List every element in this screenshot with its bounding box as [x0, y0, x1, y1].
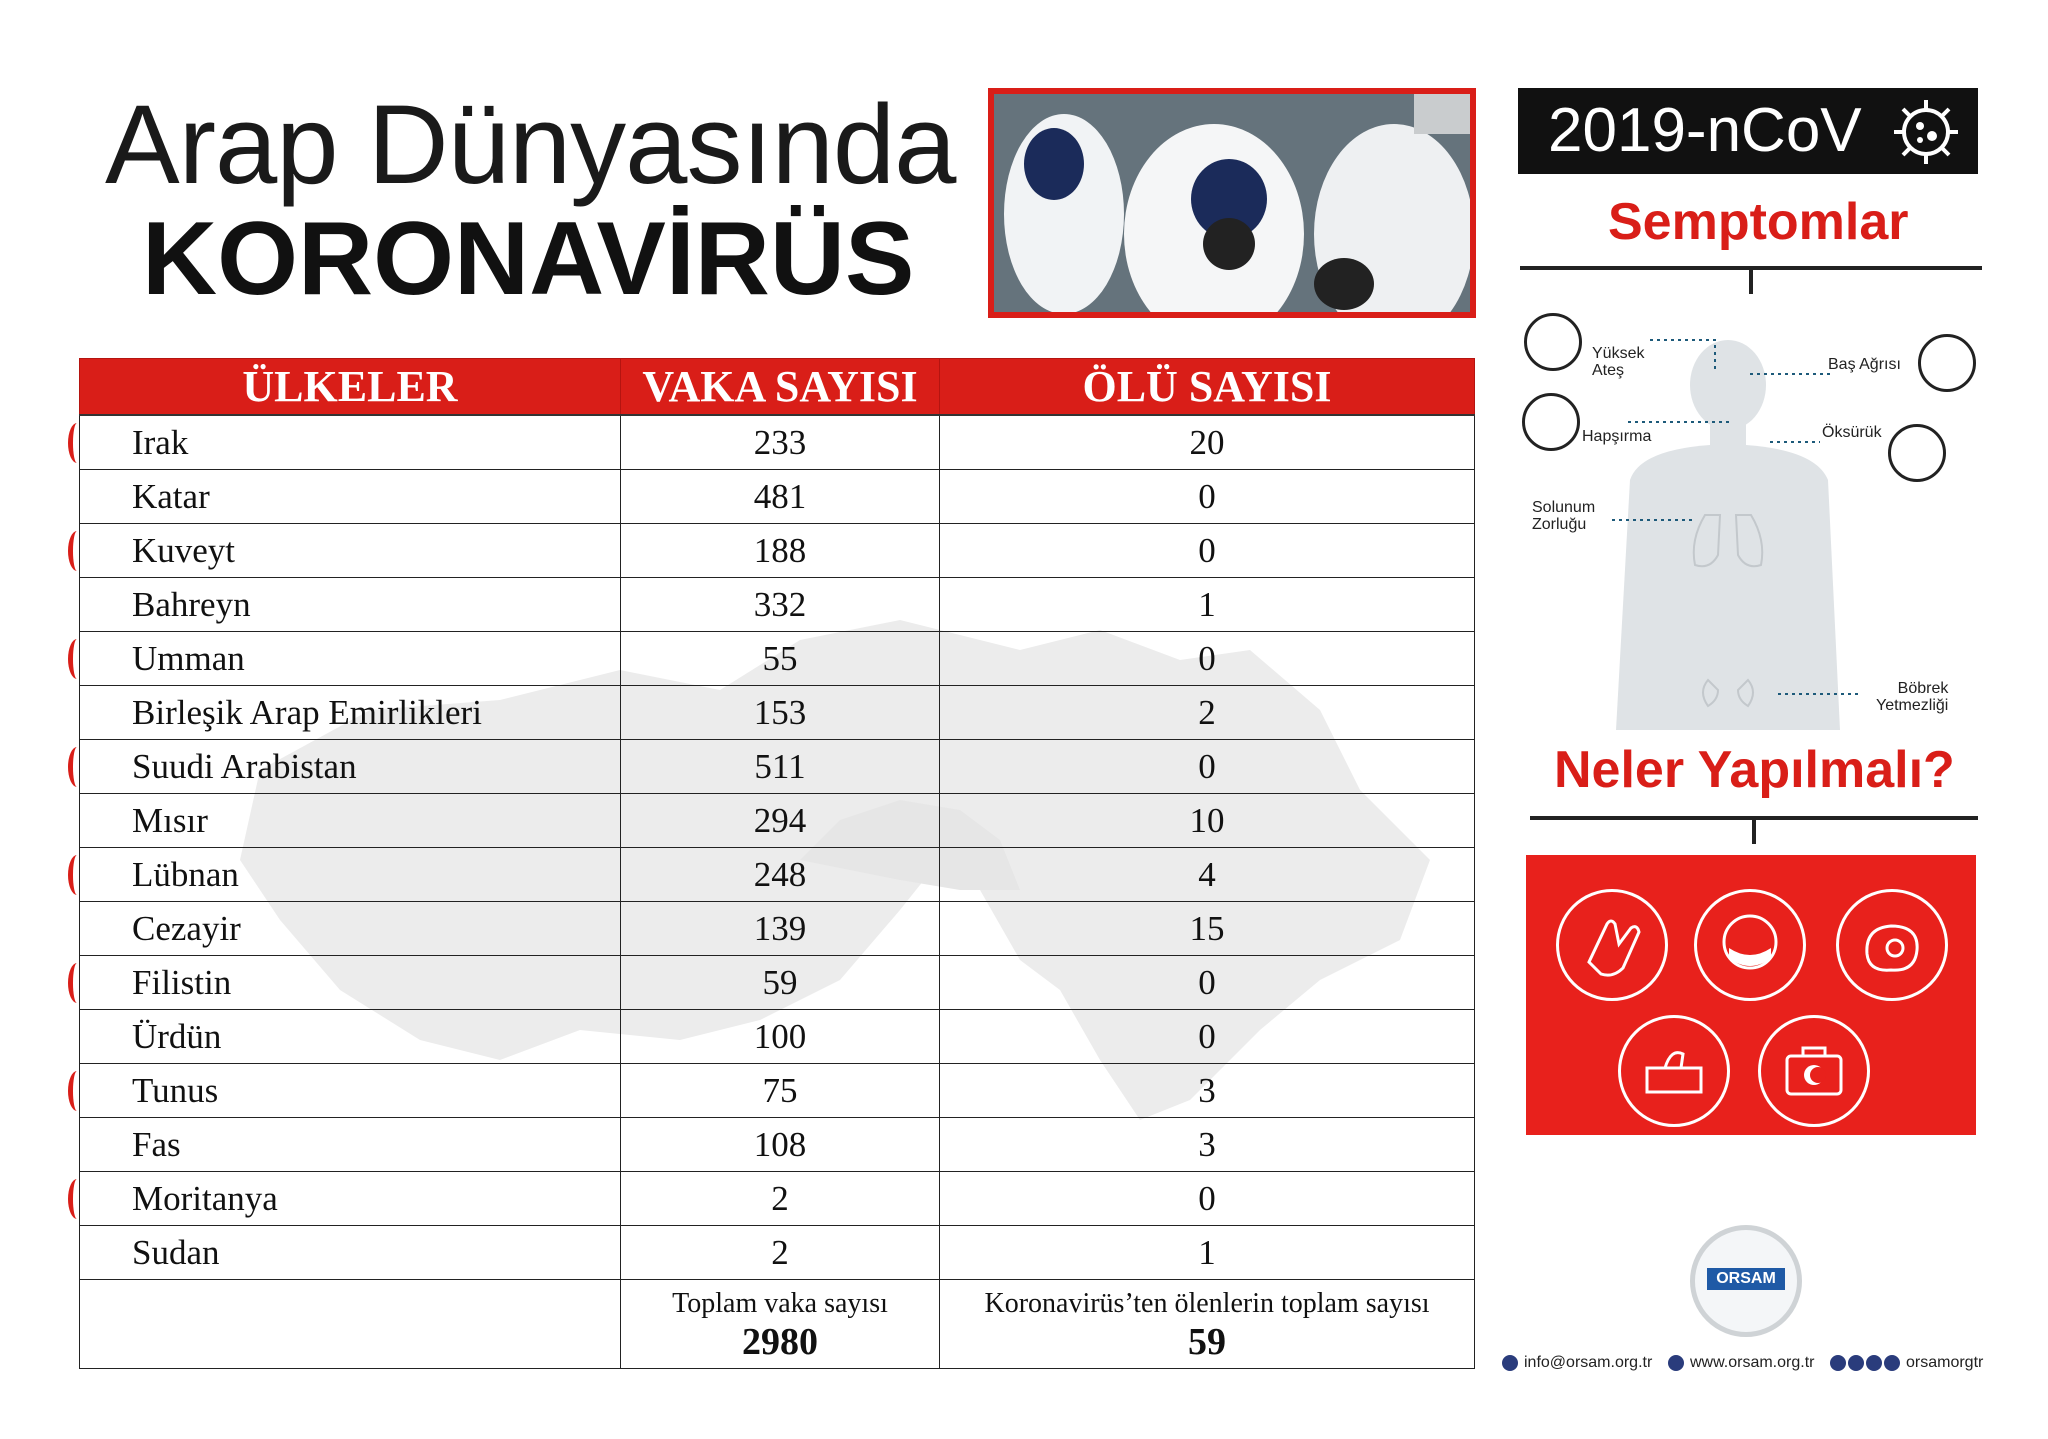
country-name: Bahreyn [132, 584, 251, 624]
country-cell [80, 415, 621, 470]
hand-washing-icon [1556, 889, 1668, 1001]
cases-cell: 188 [621, 524, 940, 578]
table-row [80, 1118, 1475, 1172]
country-name: Birleşik Arap Emirlikleri [132, 692, 482, 732]
deaths-cell: 4 [940, 848, 1475, 902]
youtube-icon [1884, 1355, 1900, 1371]
cases-cell: 139 [621, 902, 940, 956]
orsam-logo [1690, 1225, 1802, 1337]
cases-cell: 294 [621, 794, 940, 848]
deaths-cell: 0 [940, 632, 1475, 686]
symptom-breath-label: Solunum Zorluğu [1532, 499, 1596, 533]
country-cell [80, 524, 621, 578]
symptom-cough-label: Öksürük [1822, 424, 1882, 441]
cases-cell: 481 [621, 470, 940, 524]
country-cell [80, 1118, 621, 1172]
facebook-icon [1830, 1355, 1846, 1371]
cases-cell: 511 [621, 740, 940, 794]
country-name: Filistin [132, 962, 232, 1002]
column-header-cases: VAKA SAYISI [621, 359, 940, 416]
cases-cell: 2 [621, 1226, 940, 1280]
deaths-cell: 1 [940, 1226, 1475, 1280]
deaths-cell: 0 [940, 1010, 1475, 1064]
red-tab-mark [68, 423, 86, 463]
table-row [80, 1010, 1475, 1064]
symptom-sneeze-label: Hapşırma [1582, 428, 1652, 445]
table-row [80, 1064, 1475, 1118]
country-name: Lübnan [132, 854, 239, 894]
totals-row [80, 1280, 1475, 1369]
country-cell [80, 632, 621, 686]
table-row [80, 956, 1475, 1010]
deaths-cell: 3 [940, 1118, 1475, 1172]
country-name: Kuveyt [132, 530, 236, 570]
country-cell [80, 1226, 621, 1280]
twitter-icon [1866, 1355, 1882, 1371]
page-title-line2: KORONAVİRÜS [142, 201, 915, 317]
country-name: Cezayir [132, 908, 241, 948]
footer-web-text: www.orsam.org.tr [1690, 1354, 1815, 1371]
table-row [80, 1226, 1475, 1280]
country-cell [80, 1010, 621, 1064]
page-title-line1: Arap Dünyasında [105, 82, 956, 207]
deaths-cell: 0 [940, 470, 1475, 524]
deaths-cell: 0 [940, 956, 1475, 1010]
deaths-cell: 0 [940, 1172, 1475, 1226]
linkedin-icon [1848, 1355, 1864, 1371]
symptom-fever-text: Yüksek Ateş [1592, 345, 1645, 379]
table-row [80, 524, 1475, 578]
country-cell [80, 578, 621, 632]
cases-cell: 59 [621, 956, 940, 1010]
red-tab-mark [68, 639, 86, 679]
country-cell [80, 956, 621, 1010]
deaths-cell: 20 [940, 415, 1475, 470]
table-row [80, 902, 1475, 956]
footer-social[interactable] [1830, 1354, 1983, 1372]
symptoms-divider-tick [1749, 270, 1753, 294]
country-cell [80, 740, 621, 794]
red-tab-mark [68, 531, 86, 571]
total-cases-cell [621, 1280, 940, 1369]
cases-cell: 55 [621, 632, 940, 686]
virus-icon [1890, 96, 1962, 168]
deaths-cell: 10 [940, 794, 1475, 848]
total-cases-label: Toplam vaka sayısı [672, 1288, 888, 1319]
first-aid-kit-icon [1758, 1015, 1870, 1127]
ncov-badge-label: 2019-nCoV [1548, 96, 1862, 165]
red-tab-mark [68, 1071, 86, 1111]
table-row [80, 415, 1475, 470]
red-tab-mark [68, 855, 86, 895]
table-row [80, 1172, 1475, 1226]
deaths-cell: 0 [940, 524, 1475, 578]
symptom-connector-lines [1520, 330, 1980, 730]
cases-cell: 75 [621, 1064, 940, 1118]
table-row [80, 470, 1475, 524]
table-row [80, 578, 1475, 632]
tissue-box-icon [1618, 1015, 1730, 1127]
todo-divider-tick [1752, 820, 1756, 844]
deaths-cell: 0 [940, 740, 1475, 794]
total-cases-value: 2980 [742, 1321, 818, 1363]
cases-cell: 153 [621, 686, 940, 740]
deaths-cell: 3 [940, 1064, 1475, 1118]
column-header-countries: ÜLKELER [80, 359, 621, 416]
country-name: Umman [132, 638, 245, 678]
symptoms-title: Semptomlar [1608, 193, 1909, 251]
country-cell [80, 470, 621, 524]
country-name: Irak [132, 422, 189, 462]
table-header-row [80, 359, 1475, 416]
symptom-kidney-label: Böbrek Yetmezliği [1876, 680, 1949, 714]
globe-icon [1668, 1355, 1684, 1371]
cases-cell: 332 [621, 578, 940, 632]
cases-cell: 2 [621, 1172, 940, 1226]
column-header-deaths: ÖLÜ SAYISI [940, 359, 1475, 416]
country-cell [80, 902, 621, 956]
mail-icon [1502, 1355, 1518, 1371]
country-name: Suudi Arabistan [132, 746, 357, 786]
red-tab-mark [68, 747, 86, 787]
country-cell [80, 686, 621, 740]
table-row [80, 686, 1475, 740]
cases-cell: 233 [621, 415, 940, 470]
country-name: Fas [132, 1124, 181, 1164]
country-cell [80, 1172, 621, 1226]
country-name: Ürdün [132, 1016, 222, 1056]
footer-web[interactable] [1668, 1354, 1814, 1372]
cases-cell: 248 [621, 848, 940, 902]
footer-email-text: info@orsam.org.tr [1524, 1354, 1653, 1371]
hazmat-photo [988, 88, 1476, 318]
red-tab-mark [68, 1179, 86, 1219]
deaths-cell: 15 [940, 902, 1475, 956]
covid-cases-table [79, 358, 1475, 1369]
cases-cell: 100 [621, 1010, 940, 1064]
red-tab-mark [68, 963, 86, 1003]
todo-title: Neler Yapılmalı? [1554, 741, 1955, 799]
country-name: Tunus [132, 1070, 219, 1110]
cases-cell: 108 [621, 1118, 940, 1172]
footer-email[interactable] [1502, 1354, 1652, 1372]
country-name: Moritanya [132, 1178, 278, 1218]
table-row [80, 848, 1475, 902]
country-cell [80, 848, 621, 902]
face-mask-icon [1694, 889, 1806, 1001]
country-name: Sudan [132, 1232, 220, 1272]
total-deaths-value: 59 [1188, 1321, 1226, 1363]
table-row [80, 794, 1475, 848]
deaths-cell: 1 [940, 578, 1475, 632]
total-deaths-cell [940, 1280, 1475, 1369]
deaths-cell: 2 [940, 686, 1475, 740]
raw-meat-icon [1836, 889, 1948, 1001]
symptom-headache-label: Baş Ağrısı [1828, 356, 1901, 373]
total-deaths-label: Koronavirüs’ten ölenlerin toplam sayısı [984, 1288, 1430, 1319]
ncov-badge [1518, 88, 1978, 174]
footer-social-text: orsamorgtr [1906, 1354, 1984, 1371]
table-row [80, 632, 1475, 686]
country-name: Katar [132, 476, 210, 516]
totals-empty-cell [80, 1280, 621, 1369]
table-row [80, 740, 1475, 794]
prevention-panel [1526, 855, 1976, 1135]
country-name: Mısır [132, 800, 208, 840]
orsam-logo-text: ORSAM [1707, 1268, 1785, 1290]
hazmat-workers-image [994, 94, 1470, 312]
country-cell [80, 1064, 621, 1118]
country-cell [80, 794, 621, 848]
